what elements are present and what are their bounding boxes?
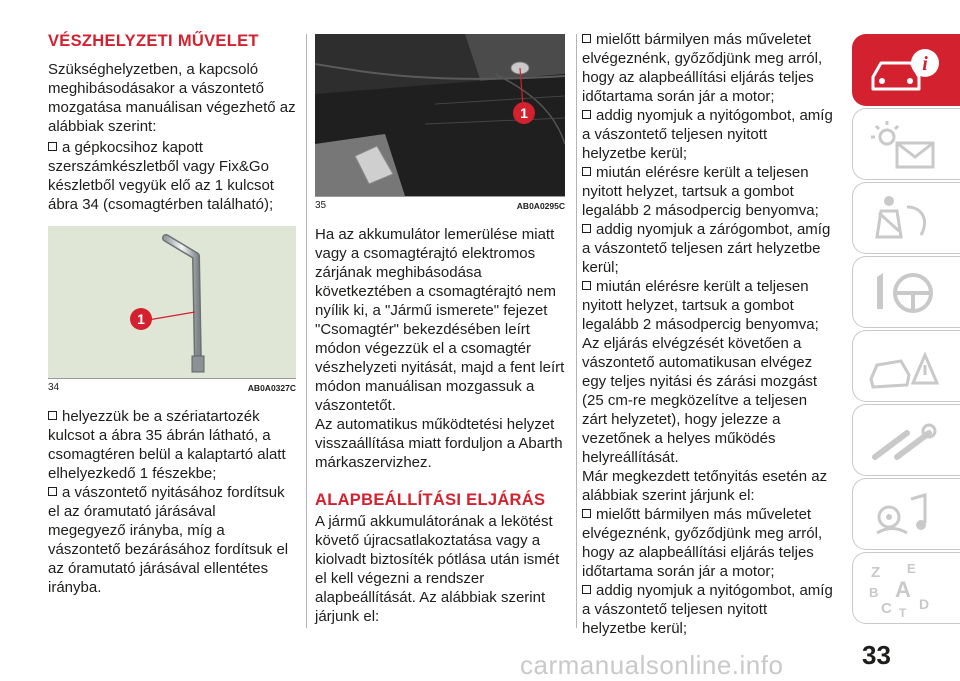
chapter-tabs [852,34,960,626]
tab-safety[interactable] [852,182,960,254]
car-crash-icon [867,339,947,395]
dashboard-lights-icon [867,117,947,173]
bullet-item: addig nyomjuk a nyitógombot, amíg a vászontető teljesen nyitott helyzetbe kerül; [582,107,833,162]
checkbox-bullet-icon [582,167,591,176]
index-letter: T [899,606,907,617]
checkbox-bullet-icon [582,34,591,43]
intro-paragraph: Szükséghelyzetben, a kapcsoló meghibásodásakor a vászontető mozgatása manuálisan végezhető az alábbiak szerint: [48,61,296,135]
index-letter: B [869,585,879,600]
figure-number: 34 [48,382,60,393]
page-number: 33 [862,640,891,670]
bullet-item: a vászontető nyitásához fordítsuk el az óramutató járásával megegyező irányba, míg a vászontető bezárásához fordítsuk el az óramutató járásával ellentétes irányba. [48,484,289,596]
figure-caption [315,196,565,213]
multimedia-icon [867,487,947,543]
checkbox-bullet-icon [48,142,57,151]
watermark-text: carmanualsonline.info [520,650,784,680]
figure-35 [315,34,565,196]
bullet-item: helyezzük be a szériatartozék kulcsot a ábra 35 ábrán látható, a csomagtéren belül a kalaptartó alatt elhelyezkedő 1 fészekbe; [48,408,286,482]
section-title-reset: ALAPBEÁLLÍTÁSI ELJÁRÁS [315,491,546,509]
figure-code: AB0A0295C [516,201,565,211]
checkbox-bullet-icon [582,509,591,518]
figure-code: AB0A0327C [247,383,296,393]
column-3 [582,30,834,638]
checkbox-bullet-icon [582,585,591,594]
tab-emergency[interactable] [852,330,960,402]
index-letter: E [907,561,916,576]
index-letter: Z [871,564,881,581]
svg-text:i: i [922,53,928,75]
steering-wheel-icon [867,265,947,321]
checkbox-bullet-icon [48,487,57,496]
paragraph: Az automatikus működtetési helyzet visszaállítása miatt forduljon a Abarth márkaszervizhez. [315,416,563,471]
callout-1: 1 [130,308,152,330]
tab-maintenance[interactable] [852,404,960,476]
index-letter: A [895,577,911,602]
paragraph: Már megkezdett tetőnyitás esetén az alábbiak szerint járjunk el: [582,468,828,504]
index-letter: C [881,600,892,617]
tab-multimedia[interactable] [852,478,960,550]
tab-car-knowledge[interactable] [852,34,960,106]
seatbelt-airbag-icon [867,191,947,247]
column-divider [576,34,577,628]
alphabetical-index-icon [867,561,947,617]
checkbox-bullet-icon [582,110,591,119]
column-1 [48,60,296,597]
tab-index[interactable] [852,552,960,624]
figure-number: 35 [315,200,327,211]
tab-dashboard[interactable] [852,108,960,180]
figure-34 [48,226,296,378]
tab-starting-driving[interactable] [852,256,960,328]
section-title-emergency: VÉSZHELYZETI MŰVELET [48,32,259,50]
paragraph: A jármű akkumulátorának a lekötést követő újracsatlakoztatása vagy a kiolvadt biztosíték pótlása után ismét el kell végezni a rendszer alapbeállítását. Az alábbiak szerint járjunk el: [315,513,560,625]
index-letter: D [919,596,930,612]
callout-1: 1 [513,102,535,124]
paragraph: Ha az akkumulátor lemerülése miatt vagy a csomagtérajtó elektromos zárjának meghibásodása következtében a csomagtérajtó nem nyílik ki, a "Jármű ismerete" fejezet "Csomagtér" bekezdésében leírt módon végezzük el a csomagtér vészhelyzeti nyitását, majd a fent leírt módon manuálisan mozgassuk a vászontetőt. [315,226,565,414]
bullet-item: miután elérésre került a teljesen nyitott helyzet, tartsuk a gombot legalább 2 másodpercig benyomva; [582,164,819,219]
checkbox-bullet-icon [582,224,591,233]
maintenance-tools-icon [867,413,947,469]
bullet-item: miután elérésre került a teljesen nyitott helyzet, tartsuk a gombot legalább 2 másodpercig benyomva; [582,278,819,333]
checkbox-bullet-icon [582,281,591,290]
bullet-item: addig nyomjuk a nyitógombot, amíg a vászontető teljesen nyitott helyzetbe kerül; [582,582,833,637]
wrench-key-illustration [48,226,296,378]
column-2 [315,34,565,626]
figure-caption [48,378,296,395]
bullet-item: mielőtt bármilyen más műveletet elvégeznénk, győződjünk meg arról, hogy az alapbeállítási eljárás teljes időtartama során jár a motor; [582,31,823,105]
column-divider [306,34,307,628]
bullet-item: addig nyomjuk a zárógombot, amíg a vászontető teljesen zárt helyzetbe kerül; [582,221,831,276]
bullet-item: mielőtt bármilyen más műveletet elvégeznénk, győződjünk meg arról, hogy az alapbeállítási eljárás teljes időtartama során jár a motor; [582,506,823,580]
bullet-item: a gépkocsihoz kapott szerszámkészletből vagy Fix&Go készletből vegyük elő az 1 kulcsot ábra 34 (csomagtérben található); [48,139,274,213]
checkbox-bullet-icon [48,411,57,420]
car-info-icon [867,43,947,99]
paragraph: Az eljárás elvégzését követően a vászontető automatikusan elvégez egy teljes nyitási és zárási mozgást (25 cm-re megközelítve a teljesen zárt helyzetet), hogy jelezze a vezetőnek a helyes működés helyreállítását. [582,335,818,466]
